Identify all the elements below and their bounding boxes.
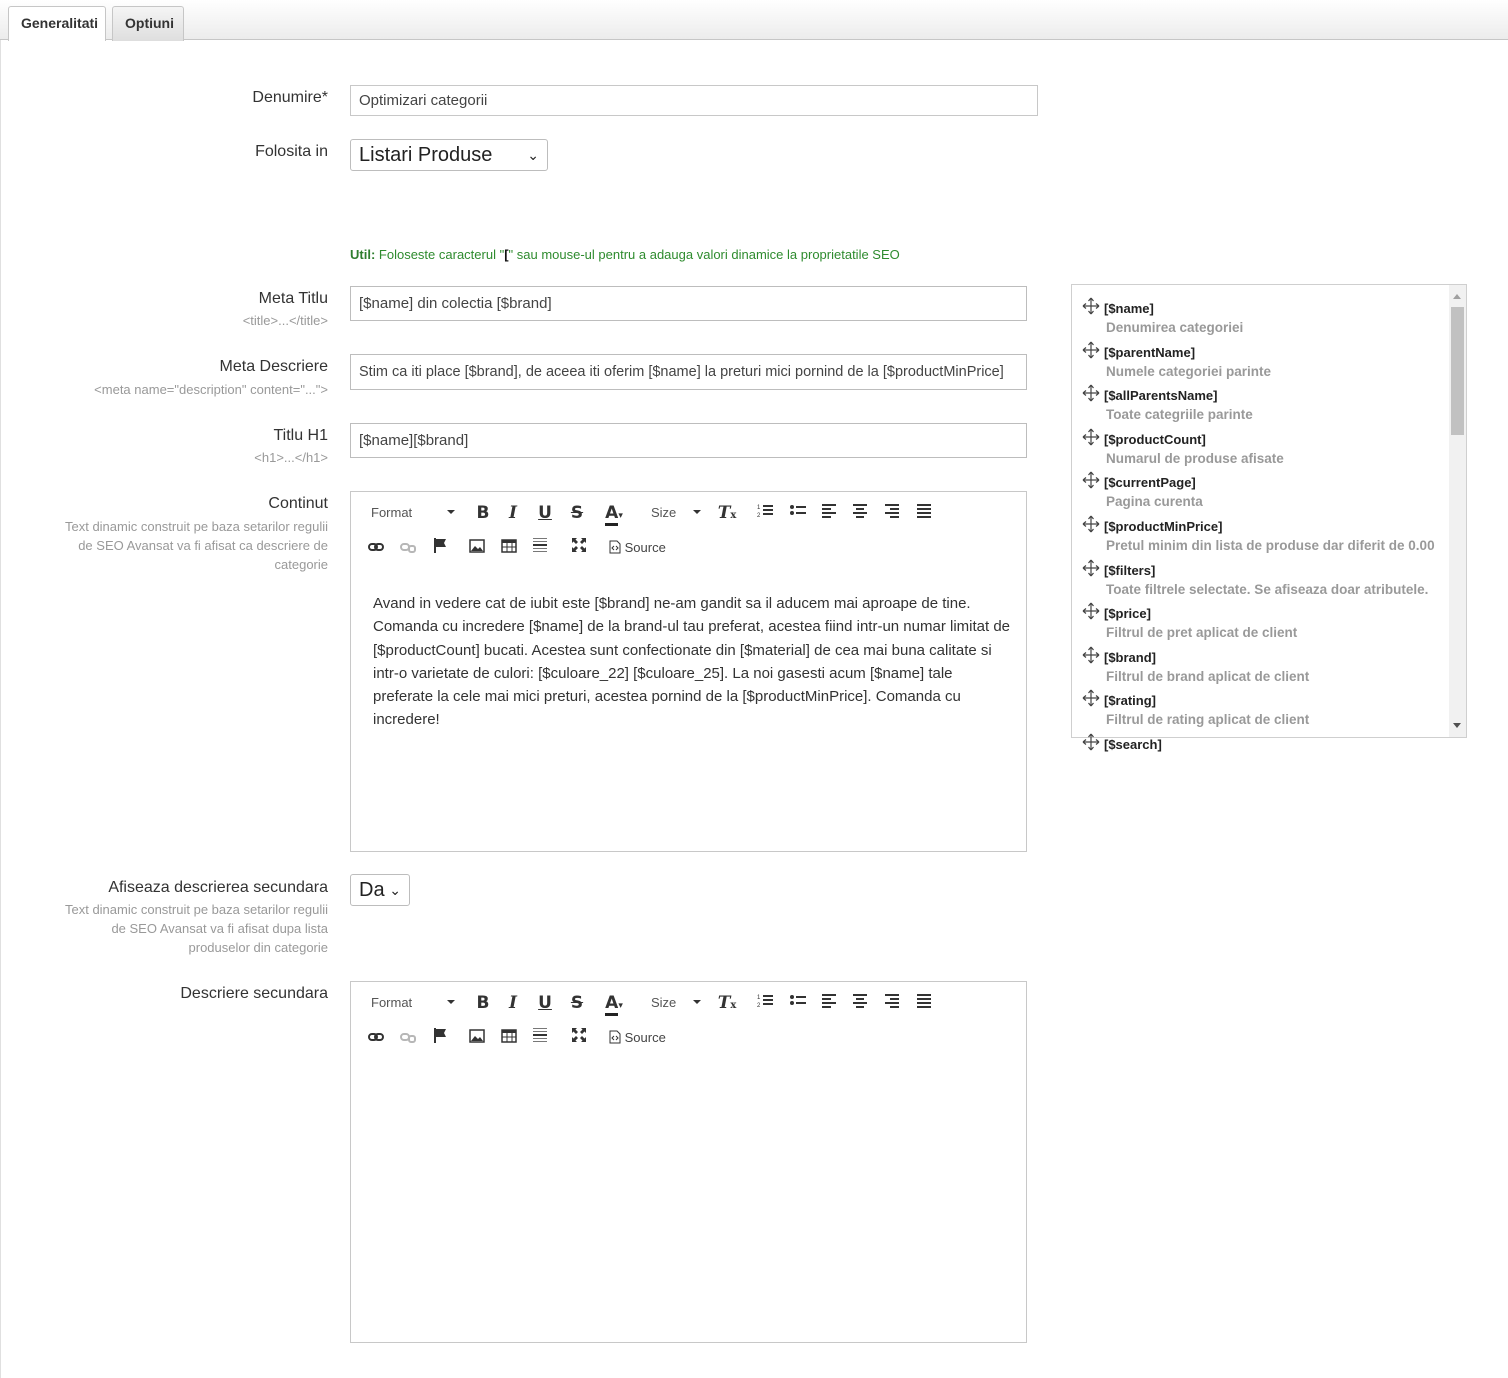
meta-titlu-label: Meta Titlu (258, 290, 328, 307)
afiseaza-sub: Text dinamic construit pe baza setarilor regulii de SEO Avansat va fi afisat dupa lista produselor din categorie (64, 902, 328, 955)
variables-scrollbar[interactable] (1449, 285, 1466, 737)
format-label: Format (371, 505, 413, 520)
continut-text[interactable]: Avand in vedere cat de iubit este [$brand] ne-am gandit sa il aducem mai aproape de tine. Comanda cu incredere [$name] de la brand-ul tau preferat, acestea fiind intr-un numar limitat de [$productCount] bucati. Acestea sunt confectionate din [$material] de cea mai buna calitate si intr-o varietate de culori: [$culoare_22] [$culoare_25]. La noi gasesti acum [$name] tale preferate la cele mai mici preturi, acestea pornind de la [$productMinPrice]. Comanda cu incredere! (373, 595, 1011, 729)
align-right-icon[interactable] (879, 991, 905, 1015)
continut-editor[interactable] (350, 491, 1027, 852)
variables-panel (1071, 284, 1467, 752)
unlink-icon[interactable] (395, 1026, 421, 1050)
source-label: Source (624, 540, 666, 555)
chevron-down-icon: ⌄ (389, 882, 401, 898)
source-icon (609, 1030, 621, 1044)
maximize-icon[interactable] (566, 536, 592, 560)
variable-desc: Pagina curenta (1106, 494, 1203, 510)
source-label: Source (624, 1030, 666, 1045)
text-color-icon[interactable]: A▾ (599, 991, 629, 1015)
size-label: Size (651, 995, 677, 1010)
denumire-label: Denumire* (252, 89, 328, 106)
move-icon[interactable] (1082, 297, 1100, 315)
scroll-up-icon[interactable] (1453, 294, 1461, 299)
horizontal-line-icon[interactable] (527, 536, 553, 560)
variable-name: [$rating] (1104, 693, 1156, 709)
meta-titlu-sub: <title>...</title> (242, 313, 328, 328)
source-icon (609, 540, 621, 554)
table-icon[interactable] (496, 536, 522, 560)
anchor-flag-icon[interactable] (427, 536, 453, 560)
bulleted-list-icon[interactable] (785, 991, 811, 1015)
move-icon[interactable] (1082, 384, 1100, 402)
scroll-thumb[interactable] (1451, 307, 1464, 435)
hint-key: [ (504, 247, 509, 262)
variable-desc: Numele categoriei parinte (1106, 363, 1272, 379)
format-dropdown[interactable] (371, 995, 455, 1013)
align-center-icon[interactable] (847, 991, 873, 1015)
variable-name: [$productMinPrice] (1104, 519, 1223, 534)
afiseaza-select-value: Da (359, 879, 385, 901)
variable-desc: Toate filtrele selectate. Se afiseaza doar atributele. (1106, 581, 1429, 597)
variable-desc: Denumirea categoriei (1106, 320, 1244, 335)
titlu-h1-input[interactable] (350, 423, 1027, 458)
remove-format-icon[interactable]: Tx (717, 503, 737, 523)
unlink-icon[interactable] (395, 536, 421, 560)
dropdown-arrow-icon (447, 510, 455, 514)
variable-name: [$allParentsName] (1104, 388, 1218, 404)
variable-name: [$parentName] (1104, 344, 1196, 360)
align-right-icon[interactable] (879, 501, 905, 525)
variable-desc: Filtrul de brand aplicat de client (1106, 668, 1310, 684)
folosita-select-value: Listari Produse (359, 144, 493, 166)
continut-label: Continut (268, 495, 328, 512)
link-icon[interactable] (363, 536, 389, 560)
meta-descriere-label: Meta Descriere (219, 358, 328, 375)
size-label: Size (651, 505, 677, 520)
titlu-h1-label: Titlu H1 (273, 427, 328, 444)
folosita-select[interactable] (350, 139, 548, 171)
move-icon[interactable] (1082, 341, 1100, 359)
variable-desc: Numarul de produse afisate (1106, 450, 1284, 466)
numbered-list-icon[interactable] (752, 991, 778, 1015)
justify-icon[interactable] (911, 501, 937, 525)
seo-hint (350, 247, 900, 262)
strikethrough-icon[interactable]: S (570, 503, 584, 523)
descriere-secundara-editor[interactable] (350, 981, 1027, 1343)
variable-desc: Filtrul de rating aplicat de client (1106, 712, 1310, 728)
afiseaza-label: Afiseaza descrierea secundara (108, 879, 328, 896)
bold-icon[interactable]: B (476, 993, 490, 1013)
table-icon[interactable] (496, 1026, 522, 1050)
bold-icon[interactable]: B (476, 503, 490, 523)
tab-generalitati[interactable]: Generalitati (8, 6, 106, 41)
align-center-icon[interactable] (847, 501, 873, 525)
move-icon[interactable] (1082, 602, 1100, 620)
folosita-label: Folosita in (255, 143, 328, 160)
align-left-icon[interactable] (816, 501, 842, 525)
svg-text:2: 2 (757, 513, 761, 519)
dropdown-arrow-icon (693, 1000, 701, 1004)
image-icon[interactable] (464, 536, 490, 560)
align-left-icon[interactable] (816, 991, 842, 1015)
variable-desc: Pretul minim din lista de produse dar diferit de 0.00 (1106, 538, 1435, 553)
hint-bold: Util: (350, 247, 376, 262)
svg-text:2: 2 (757, 1003, 761, 1009)
format-label: Format (371, 995, 413, 1010)
meta-descriere-input[interactable] (350, 354, 1027, 390)
move-icon[interactable] (1082, 515, 1100, 533)
italic-icon[interactable]: I (509, 993, 517, 1013)
strikethrough-icon[interactable]: S (570, 993, 584, 1013)
anchor-flag-icon[interactable] (427, 1026, 453, 1050)
variable-name: [$name] (1104, 301, 1154, 316)
move-icon[interactable] (1082, 471, 1100, 489)
continut-sub: Text dinamic construit pe baza setarilor regulii de SEO Avansat va fi afisat ca descriere de categorie (64, 519, 328, 572)
variable-name: [$filters] (1104, 562, 1156, 578)
dropdown-arrow-icon (447, 1000, 455, 1004)
hint-text-2: " sau mouse-ul pentru a adauga valori dinamice la proprietatile SEO (508, 247, 900, 262)
variable-name: [$brand] (1104, 649, 1156, 665)
move-icon[interactable] (1082, 733, 1100, 751)
tab-optiuni[interactable]: Optiuni (112, 6, 184, 41)
image-icon[interactable] (464, 1026, 490, 1050)
justify-icon[interactable] (911, 991, 937, 1015)
afiseaza-select[interactable] (350, 874, 410, 906)
text-color-icon[interactable]: A▾ (599, 501, 629, 525)
source-button[interactable] (609, 540, 666, 558)
denumire-input[interactable] (350, 85, 1038, 116)
meta-descriere-sub: <meta name="description" content="..."> (94, 382, 328, 397)
variable-desc: Filtrul de pret aplicat de client (1106, 625, 1298, 641)
numbered-list-icon[interactable] (752, 501, 778, 525)
tab-bar (0, 0, 1508, 40)
svg-text:1: 1 (757, 505, 761, 511)
variable-desc: Toate categriile parinte (1106, 407, 1253, 423)
horizontal-line-icon[interactable] (527, 1026, 553, 1050)
svg-text:1: 1 (757, 995, 761, 1001)
chevron-down-icon: ⌄ (527, 147, 539, 163)
remove-format-icon[interactable]: Tx (717, 993, 737, 1013)
move-icon[interactable] (1082, 559, 1100, 577)
underline-icon[interactable]: U (538, 503, 552, 523)
link-icon[interactable] (363, 1026, 389, 1050)
maximize-icon[interactable] (566, 1026, 592, 1050)
source-button[interactable] (609, 1030, 666, 1048)
hint-text-1: Foloseste caracterul " (378, 247, 505, 262)
variable-name: [$productCount] (1104, 431, 1206, 447)
move-icon[interactable] (1082, 428, 1100, 446)
format-dropdown[interactable] (371, 505, 455, 523)
bulleted-list-icon[interactable] (785, 501, 811, 525)
italic-icon[interactable]: I (509, 503, 517, 523)
descriere-secundara-label: Descriere secundara (180, 985, 328, 1002)
underline-icon[interactable]: U (538, 993, 552, 1013)
move-icon[interactable] (1082, 689, 1100, 707)
move-icon[interactable] (1082, 646, 1100, 664)
variable-name: [$price] (1104, 606, 1151, 622)
meta-titlu-input[interactable] (350, 286, 1027, 321)
titlu-h1-sub: <h1>...</h1> (254, 450, 328, 465)
variable-name: [$currentPage] (1104, 475, 1196, 491)
size-dropdown[interactable] (651, 995, 701, 1013)
scroll-down-icon[interactable] (1453, 723, 1461, 728)
size-dropdown[interactable] (651, 505, 701, 523)
variable-name: [$search] (1104, 737, 1162, 752)
dropdown-arrow-icon (693, 510, 701, 514)
